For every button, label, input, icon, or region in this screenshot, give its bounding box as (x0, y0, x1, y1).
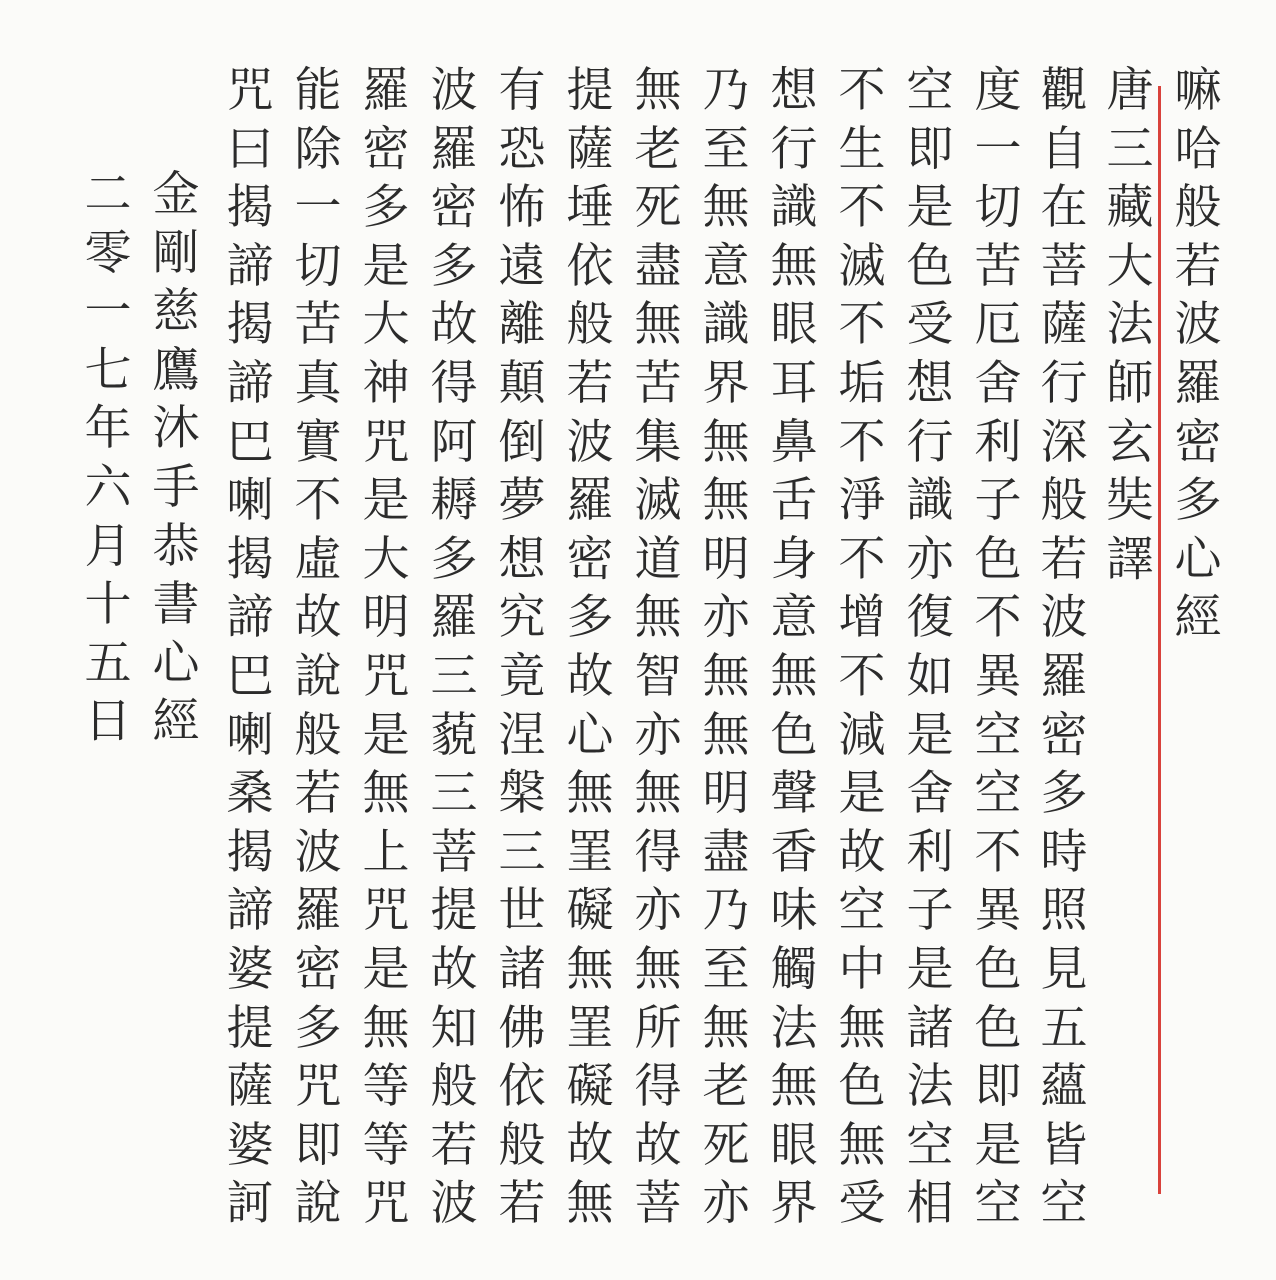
sutra-title: 嘛哈般若波羅密多心經 (1174, 63, 1222, 646)
body-column: 有恐怖遠離顛倒夢想究竟涅槃三世諸佛依般若 (498, 63, 546, 1232)
body-column: 觀自在菩薩行深般若波羅密多時照見五蘊皆空 (1040, 63, 1088, 1232)
body-column: 羅密多是大神咒是大明咒是無上咒是無等等咒 (362, 63, 410, 1232)
translator-line: 唐三藏大法師玄奘譯 (1106, 63, 1154, 587)
body-column: 波羅密多故得阿耨多羅三藐三菩提故知般若波 (430, 63, 478, 1232)
body-column: 度一切苦厄舍利子色不異空空不異色色即是空 (974, 63, 1022, 1232)
body-column: 無老死盡無苦集滅道無智亦無得亦無所得故菩 (634, 63, 682, 1232)
date-column: 二零一七年六月十五日 (84, 167, 132, 750)
body-column: 咒曰揭諦揭諦巴喇揭諦巴喇桑揭諦婆提薩婆訶 (226, 63, 274, 1232)
body-column: 提薩埵依般若波羅密多故心無罣礙無罣礙故無 (566, 63, 614, 1232)
body-column: 想行識無眼耳鼻舌身意無色聲香味觸法無眼界 (770, 63, 818, 1232)
body-column: 不生不滅不垢不淨不增不減是故空中無色無受 (838, 63, 886, 1232)
signature-column: 金剛慈鷹沐手恭書心經 (152, 167, 200, 750)
body-column: 空即是色受想行識亦復如是舍利子是諸法空相 (906, 63, 954, 1232)
body-column: 能除一切苦真實不虛故說般若波羅密多咒即說 (294, 63, 342, 1232)
body-column: 乃至無意識界無無明亦無無明盡乃至無老死亦 (702, 63, 750, 1232)
